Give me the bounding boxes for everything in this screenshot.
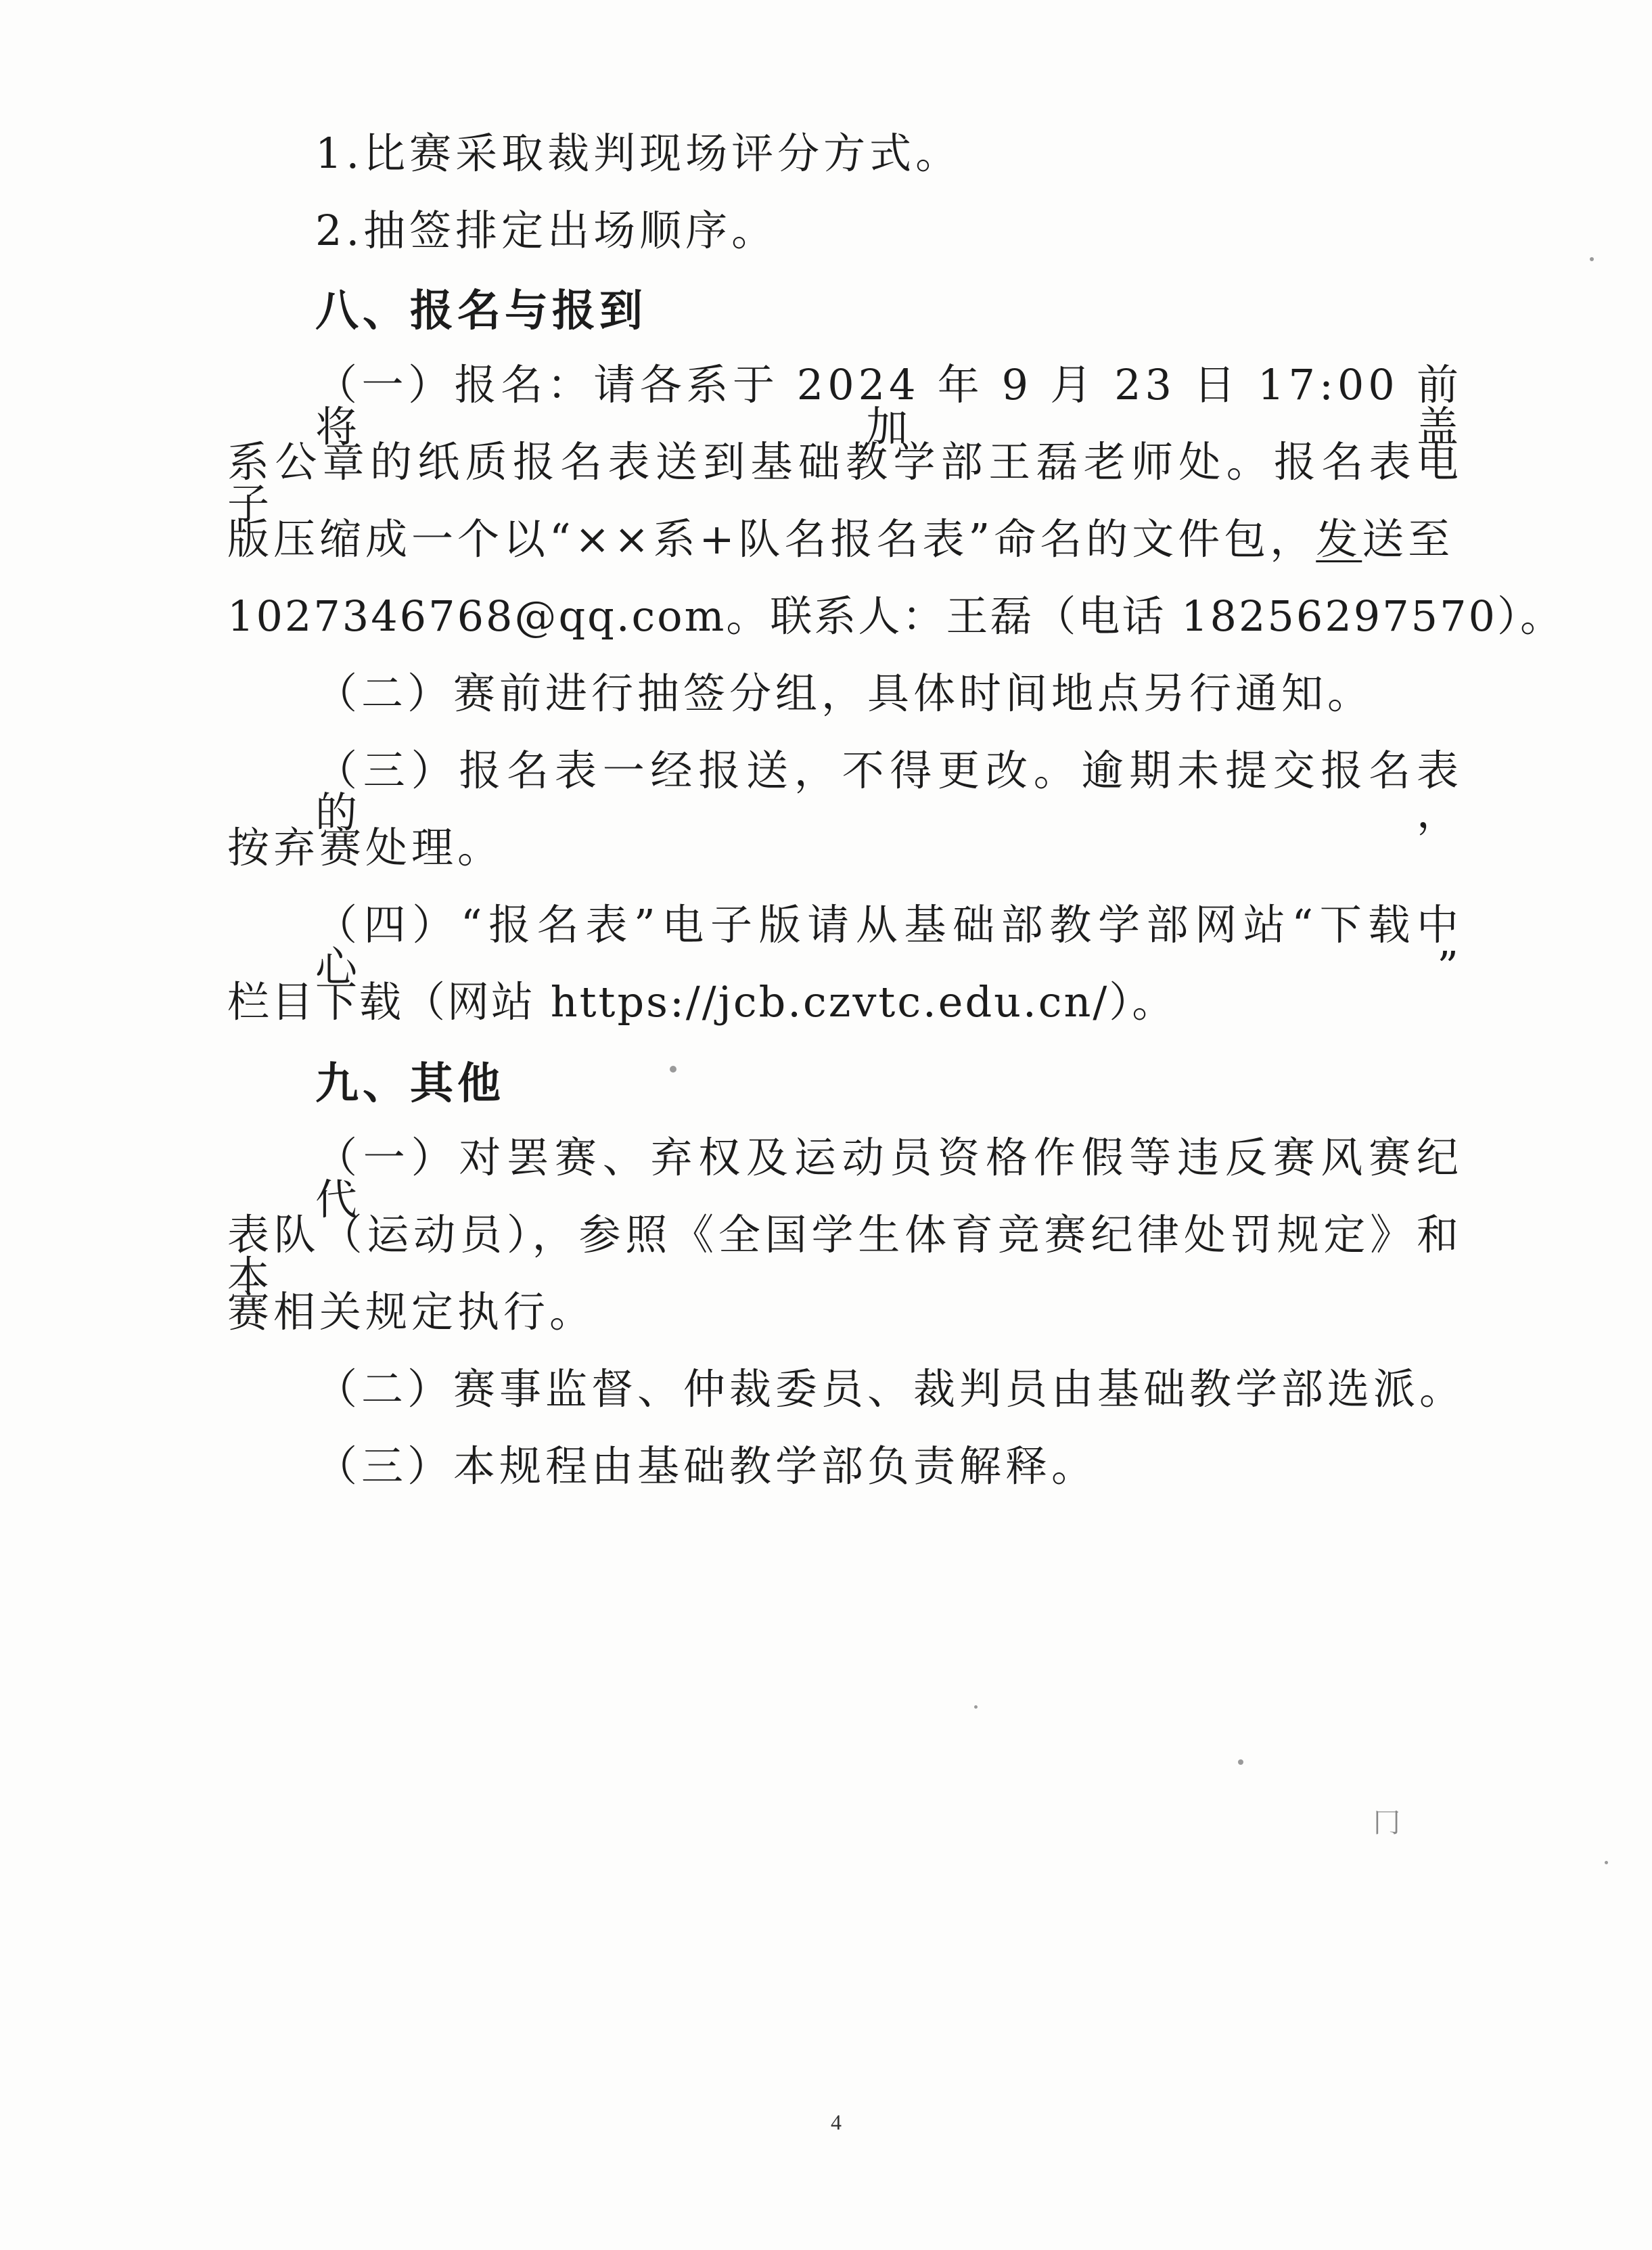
scan-speck bbox=[1605, 1861, 1608, 1864]
download-para-line-1: （四）“报名表”电子版请从基础部教学部网站“下载中心” bbox=[315, 900, 1463, 991]
registration-para-line-3-end: 送至 bbox=[1362, 514, 1454, 564]
rule-item-1: 1.比赛采取裁判现场评分方式。 bbox=[315, 129, 962, 178]
page-number: 4 bbox=[831, 2110, 842, 2134]
discipline-para-line-1: （一）对罢赛、弃权及运动员资格作假等违反赛风赛纪代 bbox=[315, 1133, 1463, 1224]
section-heading-9: 九、其他 bbox=[315, 1059, 505, 1109]
draw-para: （二）赛前进行抽签分组，具体时间地点另行通知。 bbox=[315, 669, 1374, 718]
discipline-para-line-3: 赛相关规定执行。 bbox=[227, 1287, 596, 1336]
rule-item-2: 2.抽签排定出场顺序。 bbox=[315, 206, 778, 255]
registration-para-line-4: 1027346768@qq.com。联系人：王磊（电话 18256297570）。 bbox=[227, 591, 1565, 641]
scan-speck bbox=[670, 1066, 676, 1073]
corner-mark: 冂 bbox=[1373, 1807, 1400, 1839]
scan-speck bbox=[1238, 1759, 1243, 1765]
submission-para-line-1: （三）报名表一经报送，不得更改。逾期未提交报名表的， bbox=[315, 746, 1463, 837]
underlined-char: 发 bbox=[1316, 514, 1362, 564]
section-heading-8: 八、报名与报到 bbox=[315, 286, 647, 336]
officials-para: （二）赛事监督、仲裁委员、裁判员由基础教学部选派。 bbox=[315, 1364, 1466, 1414]
interpretation-para: （三）本规程由基础教学部负责解释。 bbox=[315, 1441, 1098, 1491]
registration-para-line-3 bbox=[227, 514, 1454, 564]
discipline-para-line-2: 表队（运动员），参照《全国学生体育竞赛纪律处罚规定》和本 bbox=[227, 1210, 1463, 1301]
registration-para-line-3-text: 版压缩成一个以“××系+队名报名表”命名的文件包， bbox=[227, 514, 1316, 564]
submission-para-line-2: 按弃赛处理。 bbox=[227, 823, 504, 872]
scan-speck bbox=[974, 1705, 978, 1709]
registration-para-line-2: 系公章的纸质报名表送到基础教学部王磊老师处。报名表电子 bbox=[227, 437, 1463, 528]
scan-speck bbox=[1590, 257, 1594, 261]
download-para-line-2: 栏目下载（网站 https://jcb.czvtc.edu.cn/）。 bbox=[227, 977, 1176, 1027]
registration-para-line-1: （一）报名：请各系于 2024 年 9 月 23 日 17:00 前将加盖 bbox=[315, 360, 1463, 451]
